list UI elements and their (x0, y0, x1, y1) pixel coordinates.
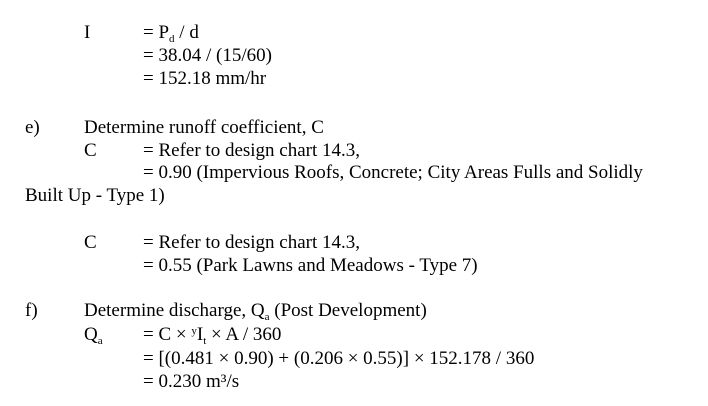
intensity-symbol: I (84, 22, 91, 43)
c2-symbol: C (84, 232, 97, 253)
intensity-substitution: = 38.04 / (15/60) (143, 45, 272, 66)
discharge-formula: = $C \times ^yI_t \times A / 360$ (143, 324, 282, 347)
c1-reference: = Refer to design chart 14.3, (143, 140, 361, 161)
c1-value: = 0.90 (Impervious Roofs, Concrete; City Areas Fulls and Solidly (143, 162, 643, 183)
section-e-marker: e) (25, 117, 40, 138)
intensity-formula: = $P_d$ / d (143, 22, 199, 45)
discharge-symbol: $Q_a$ (84, 324, 103, 347)
c2-reference: = Refer to design chart 14.3, (143, 232, 361, 253)
c1-value-continued: Built Up - Type 1) (25, 185, 165, 206)
c1-symbol: C (84, 140, 97, 161)
section-e-heading: Determine runoff coefficient, C (84, 117, 324, 138)
section-f-heading: Determine discharge, $Q_a$ (Post Development) (84, 300, 427, 323)
discharge-substitution: = [(0.481 × 0.90) + (0.206 × 0.55)] × 152.178 / 360 (143, 348, 535, 369)
intensity-result: = 152.18 mm/hr (143, 68, 267, 89)
discharge-result: = 0.230 m³/s (143, 371, 240, 392)
section-f-marker: f) (25, 300, 38, 321)
c2-value: = 0.55 (Park Lawns and Meadows - Type 7) (143, 255, 478, 276)
